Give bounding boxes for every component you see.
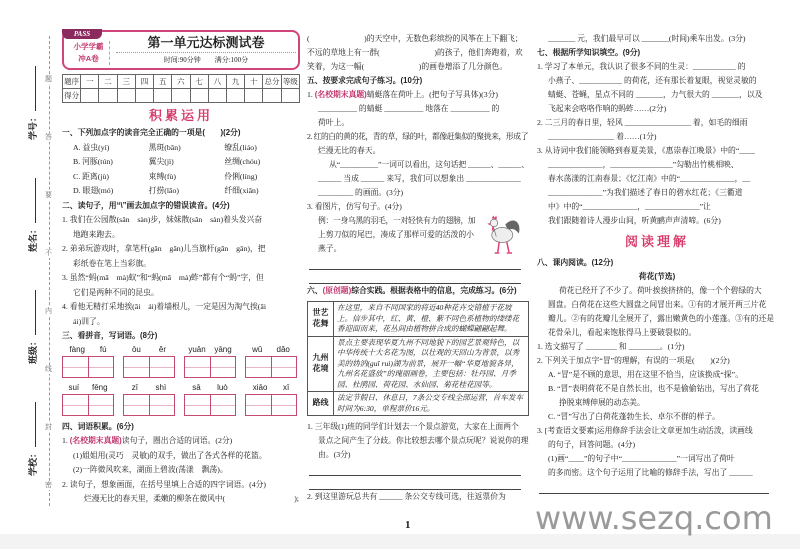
question-text <box>307 88 529 102</box>
info-key: 路线 <box>308 392 334 416</box>
question-text: 我们跟随着诗人漫步山间，听黄鹂声声清啼。(6分) <box>548 216 721 225</box>
answer-line <box>309 270 521 284</box>
pinyin <box>245 382 297 394</box>
question-heading: 五、按要求完成句子练习。(10分) <box>307 76 423 85</box>
cut-mark: 封 <box>45 423 52 431</box>
cut-line <box>49 36 50 506</box>
question-text: 由。(3分) <box>318 450 351 459</box>
answer-line <box>309 256 521 270</box>
pinyin-syllable: suí <box>68 382 80 392</box>
question-text: 花骨朵儿，看起来饱胀得马上要破裂似的。 <box>548 328 697 337</box>
option-row <box>62 184 300 199</box>
pinyin <box>184 382 236 394</box>
pinyin-syllable: shì <box>155 382 167 392</box>
writing-boxes[interactable] <box>184 356 236 378</box>
word-grid <box>62 344 114 382</box>
question-number: 1. <box>307 90 315 99</box>
info-value: 景点主要表现华夏九州不同地貌下的园艺景观特色，以中华传统十大名花为图，以壮观的天回山为背景，以秀美的妫汭(guī ruì)湖为前景，展开一幅“华夏地貌各异，九州名花盛放”的瑰丽画卷，主要包括：牡丹园、月季园、杜鹃园、荷花园、水仙园、菊花桂花园等。 <box>334 336 529 392</box>
question-text: 烂漫无比的春天里，柔嫩的柳条在微风中( ); <box>84 494 299 503</box>
answer-line <box>309 476 521 490</box>
example-text: 燕子。 <box>318 244 342 253</box>
pinyin-syllable: xī <box>282 382 290 392</box>
score-header-cell: 十 <box>245 75 263 89</box>
writing-box <box>211 395 236 415</box>
question-text: 1. 三年级(1)班的同学们计划去一个景点游览，大家在上面两个 <box>307 422 519 431</box>
question-text: 挣脱束缚伸展的动态美。 <box>559 398 645 407</box>
question-text: 不远的草地上有一群( )的孩子，他们奔跑着，欢 <box>307 48 523 57</box>
brand-logo: PASS <box>62 29 102 39</box>
question-text: 瓣儿。②有的花瓣儿全展开了，露出嫩黄色的小莲蓬。③有的还是 <box>548 314 775 323</box>
middle-column <box>307 32 529 504</box>
example-text: 例：一身乌黑的羽毛，一对轻快有力的翅膀，加 <box>318 216 476 225</box>
word-grid <box>123 344 175 382</box>
option: 纤细(xiān) <box>224 186 259 195</box>
question-prompt: 读句子，圈出合适的词语。(2分) <box>121 436 233 445</box>
score-cell <box>135 89 153 103</box>
info-table <box>307 301 529 416</box>
margin-label-field <box>28 290 39 364</box>
field-label: 学号： <box>28 112 38 140</box>
question-text: 蜻蜓、苍蝇，星点不同的 _______，力气很大的 _______，以及 <box>548 90 763 99</box>
score-header-cell: 九 <box>226 75 244 89</box>
pinyin-syllable: fú <box>99 344 107 354</box>
question-text: A. “冒”是不顾的意思，用在这里不恰当，应该换成“探”。 <box>548 370 743 379</box>
score-cell <box>172 89 190 103</box>
question-text: 它们是两种不同的昆虫。 <box>73 287 159 297</box>
question-text: (1)姐姐用(灵巧 灵敏)的双手，做出了各式各样的花篮。 <box>73 450 267 460</box>
question-text: 1. 选文描写了 ________ 和 ________。(1分) <box>537 342 685 351</box>
writing-box <box>272 395 297 415</box>
score-header-cell: 七 <box>190 75 208 89</box>
series-line: 冲A卷 <box>78 54 99 63</box>
option: 黑斑(bān) <box>148 142 181 152</box>
question-text: B. “冒”表明荷花不是自然长出，也不是偷偷钻出，写出了荷花 <box>548 384 759 393</box>
question-heading: 四、词语积累。(6分) <box>62 421 134 431</box>
blank-line <box>35 402 36 447</box>
question-text: 1. 学习了本单元，我认识了很多不同的生灵：___________ 的 <box>537 62 746 71</box>
question-text: 2. 红的白的黄的花，青的草，绿的叶，都像赶集似的聚拢来，形成了 <box>307 132 529 141</box>
info-row <box>308 336 529 392</box>
pinyin <box>123 382 175 394</box>
option-row <box>62 141 300 156</box>
pinyin-syllable: sā <box>192 382 201 392</box>
writing-boxes[interactable] <box>62 356 114 378</box>
question-text: 春水荡漾的江南春景；《忆江南》中的“______________，__ <box>548 174 751 183</box>
passage-title: 荷花(节选) <box>638 272 676 281</box>
field-label: 姓名： <box>28 224 38 252</box>
writing-box <box>150 357 175 377</box>
question-heading: 八、课内阅读。(12分) <box>537 258 614 267</box>
pinyin-syllable: ěr <box>158 344 166 354</box>
score-cell <box>226 89 244 103</box>
margin-label-field <box>28 66 39 140</box>
writing-boxes[interactable] <box>62 394 114 416</box>
question-text: 3. [考查语文要素]运用修辞手法会让文章更加生动活泼，读画线 <box>537 426 753 435</box>
question-text: 3. 从诗词中我们能领略到春夏美景，《惠崇春江晚景》中的“____ <box>537 146 755 155</box>
option: 伶俐(líng) <box>224 171 258 181</box>
question-text: 地跑来跑去。 <box>73 229 120 239</box>
info-key: 九州花境 <box>308 336 334 392</box>
question-text: 荷花已经开了不少了。荷叶挨挨挤挤的，像一个个碧绿的大 <box>559 286 762 295</box>
score-header-cell: 总分 <box>263 75 281 89</box>
example-text: 上剪刀似的尾巴，凑成了那样可爱的活泼的小 <box>318 230 474 239</box>
writing-box <box>124 395 150 415</box>
question-text <box>62 434 300 449</box>
question-text: _________ 的画面。(3分) <box>318 188 404 197</box>
pinyin-syllable: yuān <box>188 344 206 354</box>
question-text: (1)画“____”的句子中“______________”一词写出了荷叶 <box>548 454 735 463</box>
question-text: 的多而密。这个句子运用了比喻的修辞手法，写出了 ______ <box>548 468 753 477</box>
option: 打捞(lāo) <box>148 186 179 195</box>
question-prompt: 综合实践。根据表格中的信息，完成练习。(6分) <box>351 286 517 295</box>
pinyin <box>184 344 236 356</box>
writing-box <box>150 395 175 415</box>
score-cell <box>99 89 117 103</box>
source-tag: (原创题) <box>322 286 352 295</box>
blank-line <box>35 290 36 335</box>
binding-margin <box>0 0 58 549</box>
exam-header <box>62 30 300 70</box>
writing-boxes[interactable] <box>184 394 236 416</box>
score-cell <box>263 89 281 103</box>
score-header-cell: 五 <box>154 75 172 89</box>
question-text: 烂漫无比的春天。 <box>318 146 381 155</box>
rooster-illustration <box>482 214 524 256</box>
pinyin <box>62 382 114 394</box>
writing-box <box>246 357 272 377</box>
series-line: 小学学霸 <box>73 42 104 51</box>
pinyin-syllable: fēng <box>91 382 108 392</box>
cut-mark: 答 <box>45 133 52 141</box>
cut-mark: 不 <box>45 249 52 257</box>
writing-box <box>185 357 211 377</box>
option: A. 益虫(yì) <box>73 142 110 152</box>
question-text: 景点之间产生了分歧。你比较想去哪个景点玩呢？说说你的理 <box>318 436 529 445</box>
question-text: ______ 当成 ______ 来写，我们可以想象出 ______________ <box>318 174 521 183</box>
score-cell <box>281 89 299 103</box>
field-label: 班级： <box>28 336 38 364</box>
pinyin-grid-row <box>62 344 300 382</box>
score-table <box>62 74 300 103</box>
question-text: 2. 二三月的春日里，轻风 _________________ 着，如毛的细雨 <box>537 118 748 127</box>
question-text: 圆盘。白荷花在这些大圆盘之间冒出来。①有的才展开两三片花 <box>548 300 767 309</box>
question-text: 彩纸卷在笔上当彩旗。 <box>73 258 151 268</box>
field-label: 学校： <box>28 448 38 476</box>
writing-boxes[interactable] <box>123 394 175 416</box>
info-value: 在这里，来自不同国家的将近40种花卉交错植于花坡上。信步其中，红、黄、橙、紫不同色系植物的缕缕花香迎面而来，花丛间由植物拼合成的蝴蝶翩翩起舞。 <box>334 302 529 337</box>
word-grid <box>123 382 175 420</box>
writing-box <box>185 395 211 415</box>
question-text: (2)一阵微风吹来，湖面上碧波(荡漾 飘荡)。 <box>73 465 228 474</box>
left-column <box>62 30 300 507</box>
writing-boxes[interactable] <box>123 356 175 378</box>
info-row <box>308 302 529 337</box>
question-text <box>307 284 529 298</box>
score-header-cell: 六 <box>172 75 190 89</box>
info-row <box>308 392 529 416</box>
question-text: 荷叶上。 <box>318 118 350 127</box>
pinyin-syllable: fàng <box>69 344 86 354</box>
question-text: __________ 的蜻蜓 __________ 地落在 __________ 的 <box>318 104 500 113</box>
pinyin <box>62 344 114 356</box>
question-text: 3. 虽然“蚂(mā mà)蚁”和“蚂(mā mà)蚱”都有个“蚂”字，但 <box>62 273 264 282</box>
question-text: _______ 元，我们最早可以 _______(时间)乘车出发。(3分) <box>548 34 746 43</box>
cut-mark: 密 <box>45 481 52 489</box>
score-cell <box>245 89 263 103</box>
section-title: 阅读理解 <box>624 234 689 249</box>
question-text: 中》中的“______________，______________”让 <box>548 202 711 211</box>
pinyin <box>123 344 175 356</box>
score-cell <box>190 89 208 103</box>
question-text: C. “冒”写出了白荷花蓬勃生长、卓尔不群的样子。 <box>548 412 720 421</box>
writing-box <box>124 357 150 377</box>
pinyin-syllable: xiāo <box>252 382 268 392</box>
cut-mark: 线 <box>45 365 52 373</box>
word-grid <box>62 382 114 420</box>
question-text: _________________ 着……(1分) <box>548 132 657 141</box>
question-text: ( )的天空中，无数色彩缤纷的风筝在上下翻飞； <box>307 34 523 43</box>
question-heading: 一、下列加点字的读音完全正确的一项是( )(2分) <box>62 128 241 137</box>
cut-mark: 要 <box>45 191 52 199</box>
pinyin <box>245 344 297 356</box>
option: C. 距离(jù) <box>73 171 109 181</box>
question-text: 的句子，回答问题。(4分) <box>548 440 636 449</box>
writing-boxes[interactable] <box>245 356 297 378</box>
question-text: 2. 到这里游玩总共有 ______ 条公交专线可选，往返票价为 <box>307 492 506 501</box>
info-value: 法定节假日、休息日，7条公交专线全部运营，首车发车时间为6:30，单程票价16元。 <box>334 392 529 416</box>
option: 翼尖(jì) <box>148 157 174 166</box>
question-text: 4. 看他无精打采地挨(āi ái)着墙根儿，一定是因为淘气挨(āi <box>62 302 266 311</box>
exam-title: 第一单元达标测试卷 <box>116 34 296 53</box>
option: D. 眼翅(mó) <box>73 186 114 195</box>
source-tag: (名校期末真题) <box>69 436 122 445</box>
question-text: 笑着，为这一幅( )的画卷增添了几分颜色。 <box>307 62 508 71</box>
cut-mark: 内 <box>45 307 52 315</box>
blank-line <box>35 66 36 111</box>
watermark: www.sezq.com <box>535 499 773 537</box>
answer-line <box>309 462 521 476</box>
question-text: 飞起来会咯咯作响的蚂蚱……(2分) <box>548 104 667 113</box>
score-header-cell: 二 <box>99 75 117 89</box>
question-text: 2. 弟弟玩游戏时，拿笔杆(gān gǎn)儿当旗杆(gān gǎn)，把 <box>62 244 266 253</box>
source-tag: (名校期末真题) <box>314 90 367 99</box>
margin-label-field <box>28 402 39 476</box>
option: B. 河豚(tún) <box>73 157 113 166</box>
pinyin-syllable: yāng <box>214 344 232 354</box>
writing-box <box>63 357 89 377</box>
writing-box <box>272 357 297 377</box>
question-heading: 三、看拼音，写词语。(8分) <box>62 331 158 340</box>
pinyin-syllable: dǎo <box>276 344 290 354</box>
question-text: 3. 看图片，仿写句子。(4分) <box>307 202 402 211</box>
cut-mark: 题 <box>45 75 52 83</box>
question-text: ______________”为我们描述了春日的碧水红花；《三衢道 <box>548 188 743 197</box>
question-number: 1. <box>62 436 70 445</box>
writing-box <box>246 395 272 415</box>
score-header-cell: 四 <box>135 75 153 89</box>
option: 束缚(fù) <box>148 171 176 181</box>
writing-box <box>89 357 114 377</box>
question-heading: 七、根据所学知识填空。(9分) <box>537 48 641 57</box>
question-text: 2. 下列关于加点字“冒”的理解，有误的一项是( )(2分) <box>537 356 730 365</box>
writing-box <box>211 357 236 377</box>
section-title: 积累运用 <box>148 108 213 123</box>
score-header-cell: 一 <box>81 75 99 89</box>
question-text: 1. 我们在公园散(sǎn sàn)步，妹妹散(sǎn sàn)着头发兴奋 <box>62 215 263 224</box>
score-cell <box>81 89 99 103</box>
score-header-cell: 三 <box>117 75 135 89</box>
info-key: 世艺花舞 <box>308 302 334 337</box>
word-grid <box>245 344 297 382</box>
series-label <box>68 41 110 65</box>
score-header-cell: 等级 <box>281 75 299 89</box>
question-text: ái)训了。 <box>73 316 105 326</box>
word-grid <box>245 382 297 420</box>
score-cell <box>117 89 135 103</box>
writing-box <box>63 395 89 415</box>
score-cell <box>208 89 226 103</box>
score-header-cell: 八 <box>208 75 226 89</box>
answer-line <box>539 480 769 494</box>
pinyin-syllable: ōu <box>131 344 141 354</box>
option-row <box>62 170 300 185</box>
margin-label-field <box>28 178 39 252</box>
option: 丝绸(chóu) <box>224 157 261 166</box>
word-grid <box>184 344 236 382</box>
option-row <box>62 155 300 170</box>
blank-line <box>35 178 36 223</box>
question-text: ______________，________________”勾勒出竹桃相映、 <box>548 160 739 169</box>
question-text: 2. 读句子，想象画面，在括号里填上合适的四字词语。(4分) <box>62 479 267 489</box>
score-row-label: 得分 <box>63 89 81 103</box>
pinyin-syllable: wǔ <box>252 344 263 354</box>
pinyin-syllable: luò <box>217 382 228 392</box>
question-number: 六、 <box>307 286 323 295</box>
question-heading: 二、读句子，用“\”画去加点字的错误读音。(4分) <box>62 200 230 210</box>
option: 缭乱(liáo) <box>224 142 257 152</box>
right-column <box>537 32 777 494</box>
page-number: 1 <box>405 519 411 531</box>
pinyin-syllable: zī <box>131 382 138 392</box>
pinyin-grid-row <box>62 382 300 420</box>
exam-meta: 时间:90分钟 满分:100分 <box>163 56 249 64</box>
question-text: 从“__________”一词可以看出，这句话把 ______、______、 <box>329 160 529 169</box>
question-prompt: 蜻蜓落在荷叶上。(把句子写具体)(3分) <box>366 90 499 99</box>
writing-boxes[interactable] <box>245 394 297 416</box>
score-cell <box>154 89 172 103</box>
question-text: 小燕子、___________ 的荷花，还有那长着复眼，视觉灵敏的 <box>548 76 757 85</box>
score-header-cell: 题序 <box>63 75 81 89</box>
word-grid <box>184 382 236 420</box>
writing-box <box>89 395 114 415</box>
